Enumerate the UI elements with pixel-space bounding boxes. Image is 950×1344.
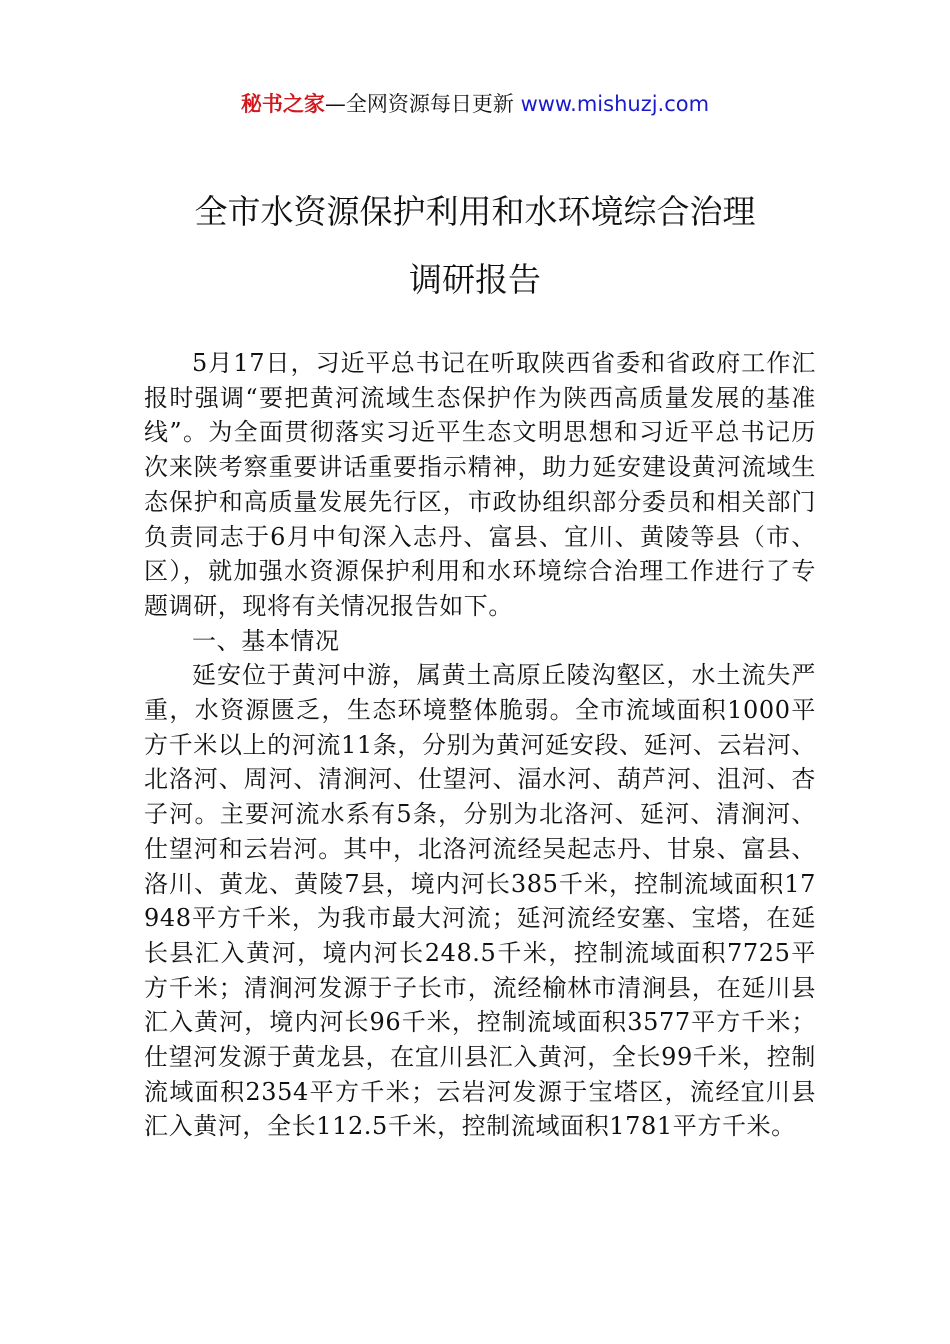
document-title-line1: 全市水资源保护利用和水环境综合治理 — [194, 192, 756, 231]
intro-paragraph: 5月17日，习近平总书记在听取陕西省委和省政府工作汇报时强调“要把黄河流域生态保护作为陕西高质量发展的基准线”。为全面贯彻落实习近平生态文明思想和习近平总书记历次来陕考察重要讲话重要指示精神，助力延安建设黄河流域生态保护和高质量发展先行区，市政协组织部分委员和相关部门负责同志于6月中旬深入志丹、富县、宜川、黄陵等县（市、区），就加强水资源保护利用和水环境综合治理工作进行了专题调研，现将有关情况报告如下。 — [144, 349, 816, 620]
document-body — [144, 346, 816, 1144]
site-url-link[interactable]: www.mishuzj.com — [520, 92, 710, 116]
site-header — [0, 88, 950, 120]
basic-situation-paragraph: 延安位于黄河中游，属黄土高原丘陵沟壑区，水土流失严重，水资源匮乏，生态环境整体脆弱。全市流域面积1000平方千米以上的河流11条，分别为黄河延安段、延河、云岩河、北洛河、周河、清涧河、仕望河、湢水河、葫芦河、沮河、杏子河。主要河流水系有5条，分别为北洛河、延河、清涧河、仕望河和云岩河。其中，北洛河流经吴起志丹、甘泉、富县、洛川、黄龙、黄陵7县，境内河长385千米，控制流域面积17948平方千米，为我市最大河流；延河流经安塞、宝塔，在延长县汇入黄河，境内河长248.5千米，控制流域面积7725平方千米；清涧河发源于子长市，流经榆林市清涧县，在延川县汇入黄河，境内河长96千米，控制流域面积3577平方千米；仕望河发源于黄龙县，在宜川县汇入黄河，全长99千米，控制流域面积2354平方千米；云岩河发源于宝塔区，流经宜川县汇入黄河，全长112.5千米，控制流域面积1781平方千米。 — [144, 661, 816, 1141]
site-brand: 秘书之家 — [240, 92, 325, 116]
site-tagline: —全网资源每日更新 — [324, 92, 521, 116]
section-heading-basic-situation: 一、基本情况 — [192, 626, 340, 655]
document-title-line2: 调研报告 — [409, 260, 541, 299]
